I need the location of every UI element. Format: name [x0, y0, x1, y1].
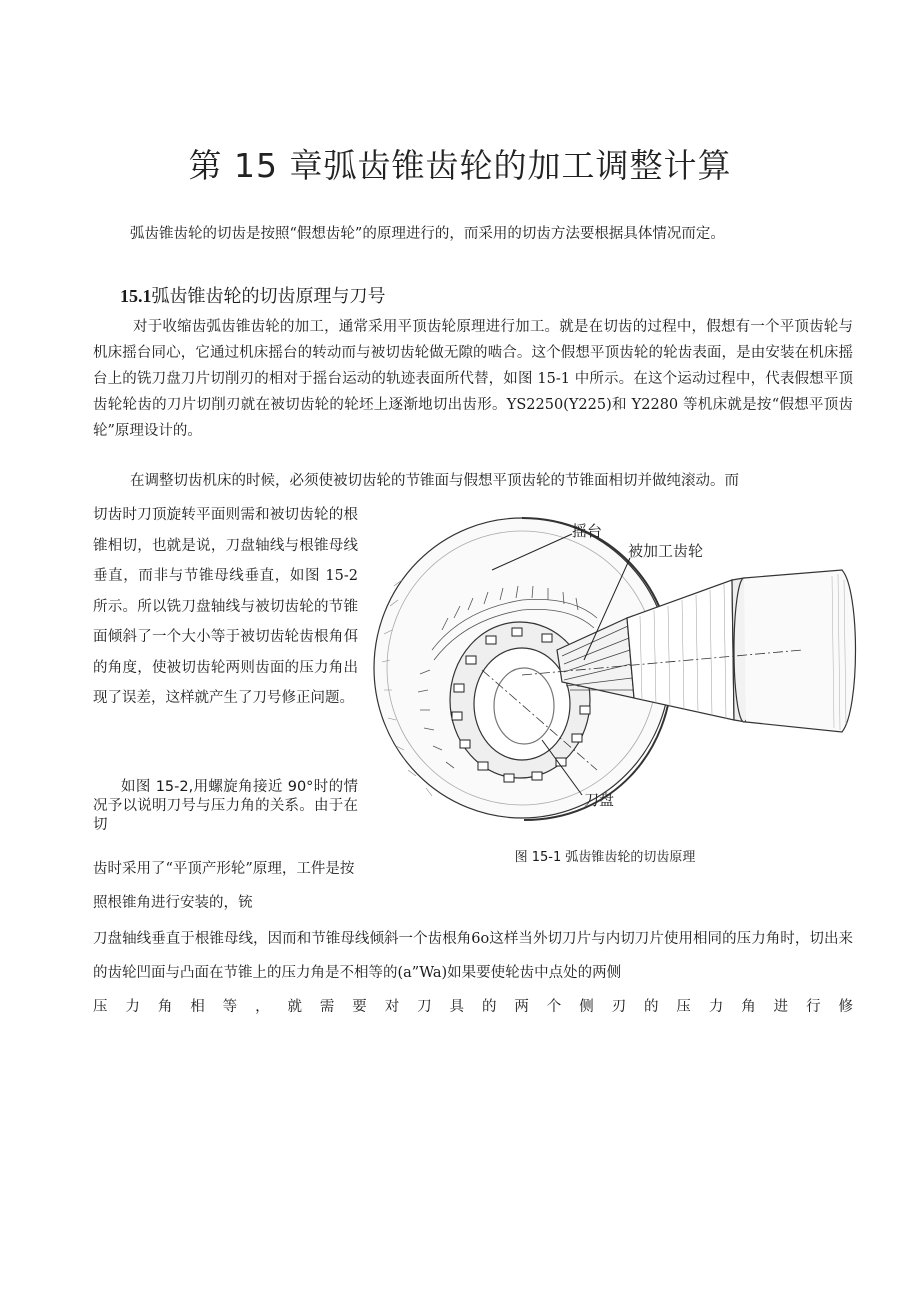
paragraph-4-text: 如图 15-2,用螺旋角接近 90°时的情况予以说明刀号与压力角的关系。由于在切	[93, 779, 358, 833]
figure-caption: 图 15-1 弧齿锥齿轮的切齿原理	[514, 850, 696, 865]
label-cutter: 刀盘	[584, 791, 615, 809]
section-heading	[120, 282, 386, 308]
paragraph-1-text: 对于收缩齿弧齿锥齿轮的加工，通常采用平顶齿轮原理进行加工。就是在切齿的过程中，假想有一个平顶齿轮与机床摇台同心，它通过机床摇台的转动而与被切齿轮做无隙的啮合。这个假想平顶齿轮的轮齿表面，是由安装在机床摇台上的铣刀盘刀片切削刃的相对于摇台运动的轨迹表面所代替，如图 15-1 中所示。在这个运动过程中，代表假想平顶齿轮轮齿的刀片切削刃就在被切齿轮的轮坯上逐渐地切出齿形。YS2250(Y225)和 Y2280 等机床就是按“假想平顶齿轮”原理设计的。	[93, 319, 853, 439]
cutter-head-inner	[474, 648, 570, 760]
paragraph-4	[93, 778, 358, 835]
intro-paragraph: 弧齿锥齿轮的切齿是按照“假想齿轮”的原理进行的，而采用的切齿方法要根据具体情况而定。	[130, 226, 725, 242]
paragraph-3: 切齿时刀顶旋转平面则需和被切齿轮的根锥相切，也就是说，刀盘轴线与根锥母线垂直，而非与节锥母线垂直，如图 15-2 所示。所以铣刀盘轴线与被切齿轮的节锥面倾斜了一个大小等于被切齿轮齿根角佴的角度，使被切齿轮两则齿面的压力角出现了误差，这样就产生了刀号修正问题。	[93, 507, 358, 706]
paragraph-6	[93, 922, 853, 1024]
gear-cutting-figure	[372, 500, 860, 830]
paragraph-2-text: 在调整切齿机床的时候，必须使被切齿轮的节锥面与假想平顶齿轮的节锥面相切并做纯滚动。而	[130, 473, 739, 489]
label-workpiece: 被加工齿轮	[628, 542, 704, 560]
chapter-title: 第 15 章弧齿锥齿轮的加工调整计算	[188, 146, 732, 185]
section-title: 弧齿锥齿轮的切齿原理与刀号	[151, 286, 386, 307]
section-number: 15.1	[120, 286, 152, 306]
paragraph-6-last-line: 压力角相等，就需要对刀具的两个侧刃的压力角进行修	[93, 999, 853, 1015]
paragraph-5: 齿时采用了“平顶产形轮”原理，工件是按照根锥角进行安装的，铳	[93, 861, 355, 911]
paragraph-2	[93, 468, 853, 494]
paragraph-1	[93, 314, 853, 444]
label-cradle: 摇台	[572, 522, 603, 540]
paragraph-6-text: 刀盘轴线垂直于根锥母线，因而和节锥母线倾斜一个齿根角6o这样当外切刀片与内切刀片使用相同的压力角时，切出来的齿轮凹面与凸面在节锥上的压力角是不相等的(a”Wa)如果要使轮齿中点处的两侧	[93, 931, 853, 981]
